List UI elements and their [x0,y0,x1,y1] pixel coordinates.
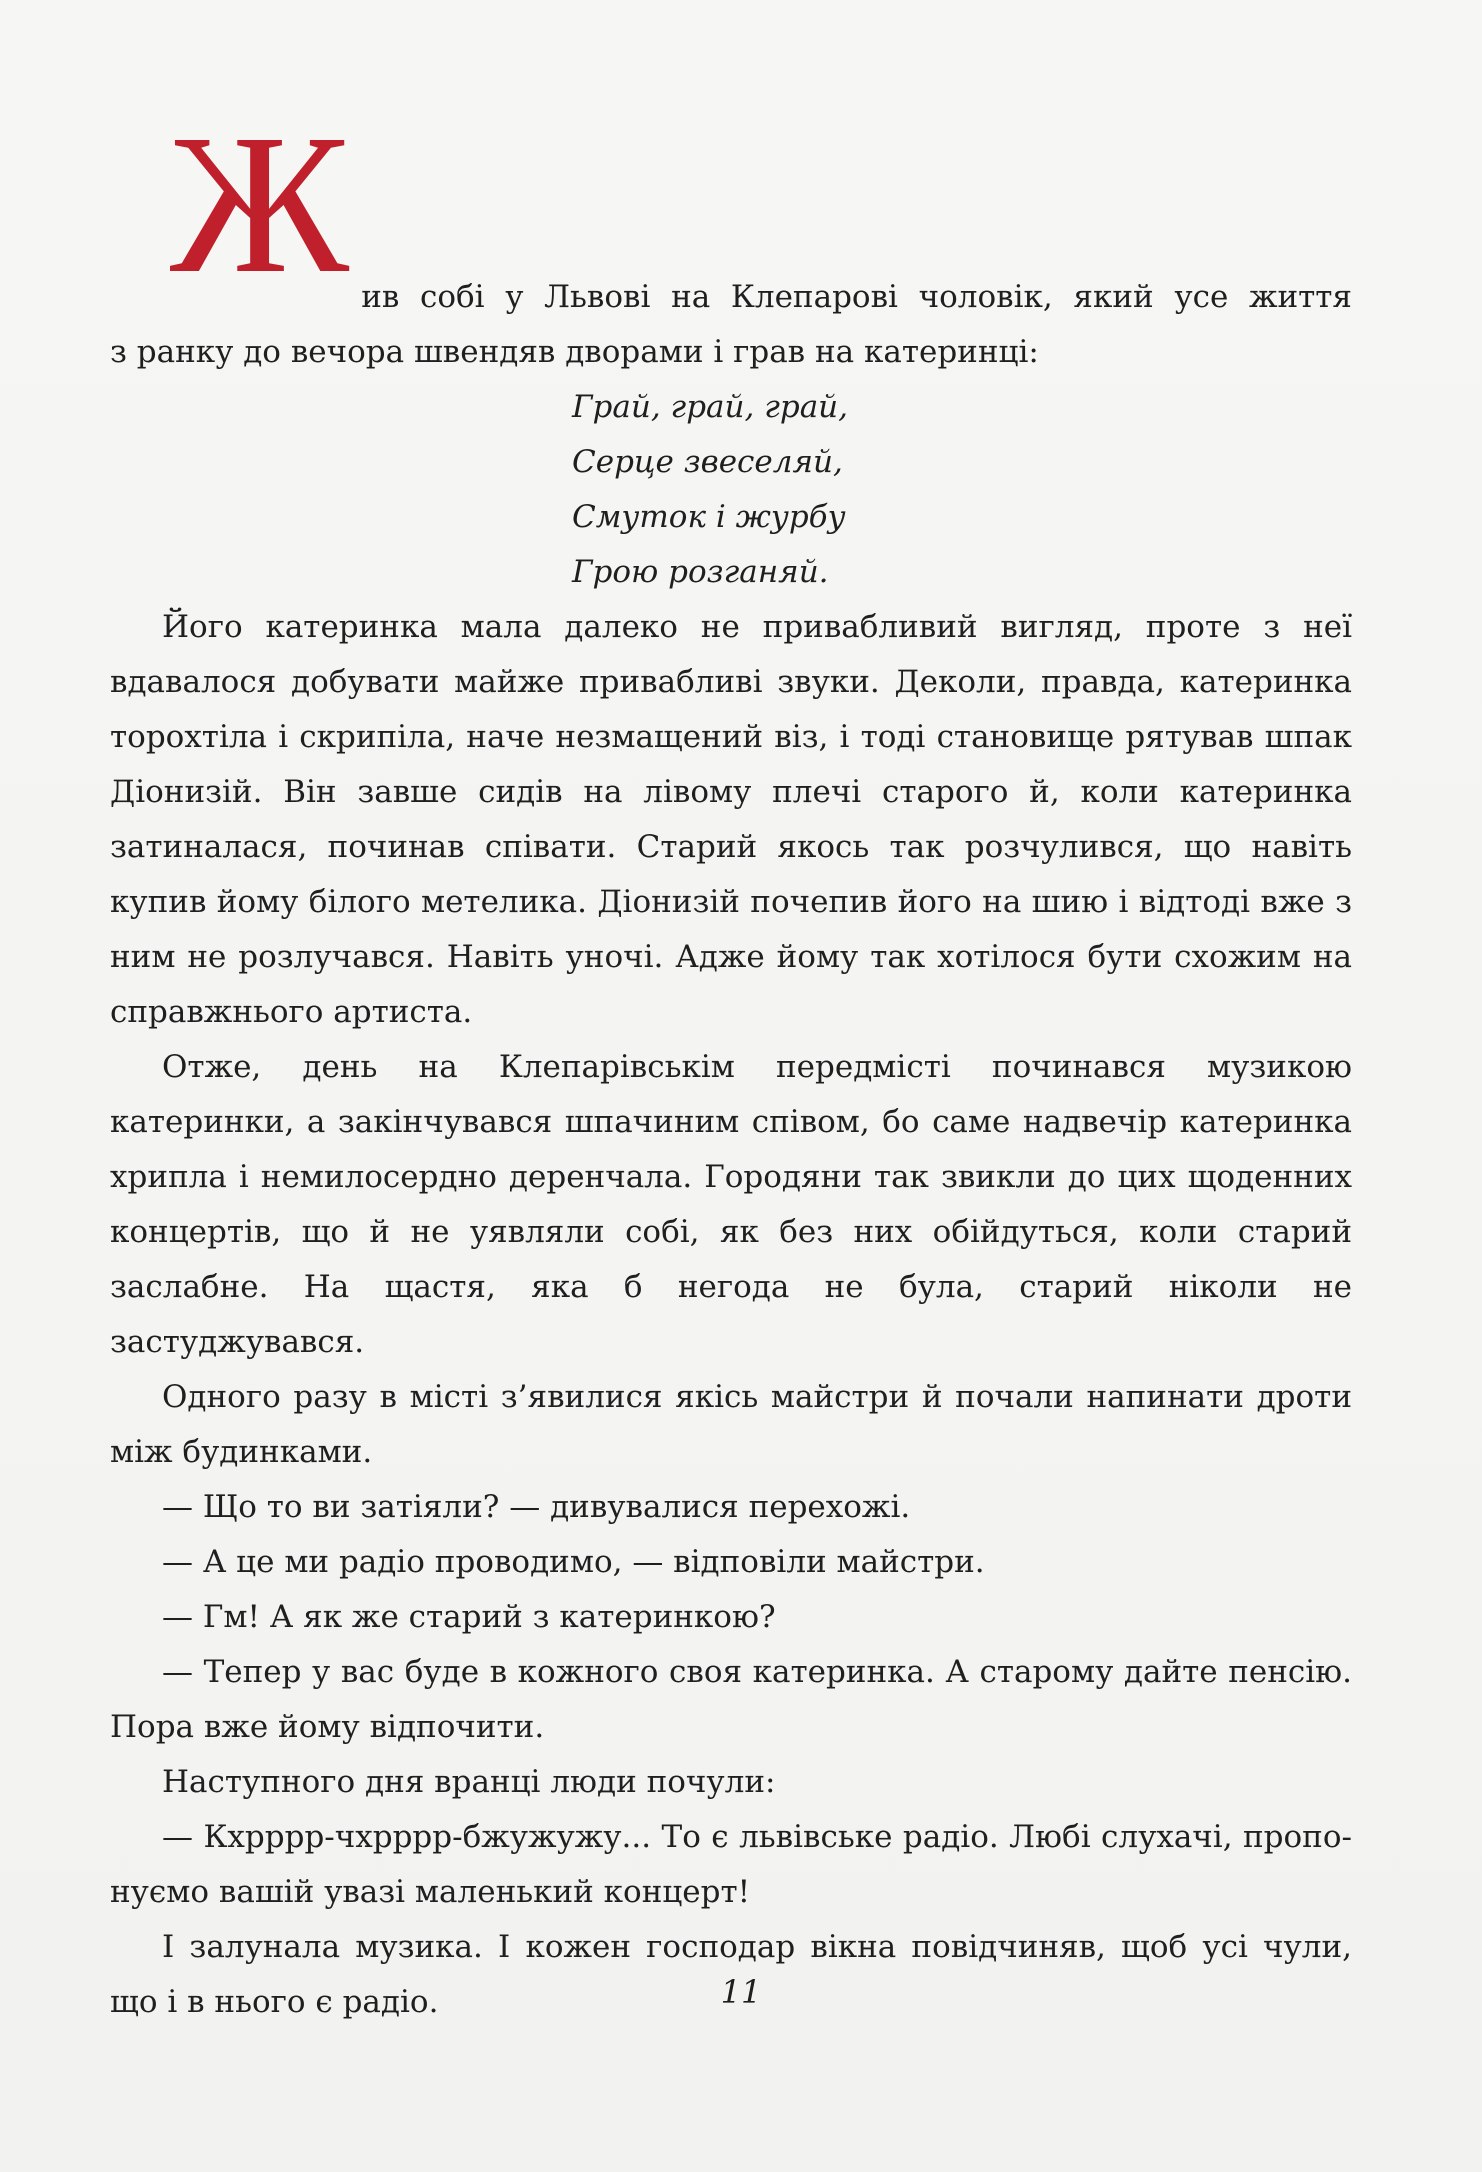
poem-line: Грай, грай, грай, [572,389,849,425]
page-text [110,94,1352,2030]
paragraph: Наступного дня вранці люди почули: [162,1764,776,1800]
dialogue-line: — Гм! А як же старий з катеринкою? [162,1599,776,1635]
poem-line: Серце звеселяй, [572,444,843,480]
poem-line: Грою розганяй. [572,554,829,590]
paragraph: Його катеринка мала далеко не привабливий вигляд, проте з неї вдавалося добувати майже привабливі звуки. Деколи, правда, катеринка торохтіла і скрипіла, наче незмащений віз, і тоді становище рятував шпак Діонизій. Він завше сидів на лівому плечі старого й, коли катеринка затиналася, починав співати. Старий якось так розчулився, що навіть купив йому білого метелика. Діонизій почепив його на шию і відтоді вже з ним не розлучався. Навіть уночі. Адже йому так хотілося бути схожим на справжнього артиста. [110,609,1352,1030]
drop-cap: Ж [170,94,350,315]
dialogue-line: — Що то ви затіяли? — дивувалися перехожі. [162,1489,911,1525]
opening-line-2: з ранку до вечора швендяв дворами і грав на катеринці: [110,334,1039,370]
paragraph: І залунала музика. І кожен господар вікна повідчиняв, щоб усі чули, що і в нього є радіо. [110,1929,1352,2020]
dialogue-line: — Тепер у вас буде в кожного своя катеринка. А старому дайте пенсію. Пора вже йому відпочити. [110,1654,1352,1745]
dialogue-line: — А це ми радіо проводимо, — відповіли майстри. [162,1544,985,1580]
poem-line: Смуток і журбу [572,499,846,535]
paragraph: Отже, день на Клепарівськім передмісті починався музикою катеринки, а закінчувався шпачиним співом, бо саме надвечір катеринка хрипла і немилосердно деренчала. Городяни так звикли до цих щоденних концертів, що й не уявляли собі, як без них обійдуться, коли старий заслабне. На щастя, яка б негода не була, старий ніколи не застуджувався. [110,1049,1352,1360]
opening-line-1: ив собі у Львові на Клепарові чоловік, який усе життя [361,279,1352,315]
dialogue-line: — Кхрррр-чхрррр-бжужужу... То є львівське радіо. Любі слухачі, пропонуємо вашій увазі маленький концерт! [110,1819,1352,1910]
page-number: 11 [720,1973,762,2011]
poem [572,380,1352,600]
paragraph: Одного разу в місті з’явилися якісь майстри й почали напинати дроти між будинками. [110,1379,1352,1470]
